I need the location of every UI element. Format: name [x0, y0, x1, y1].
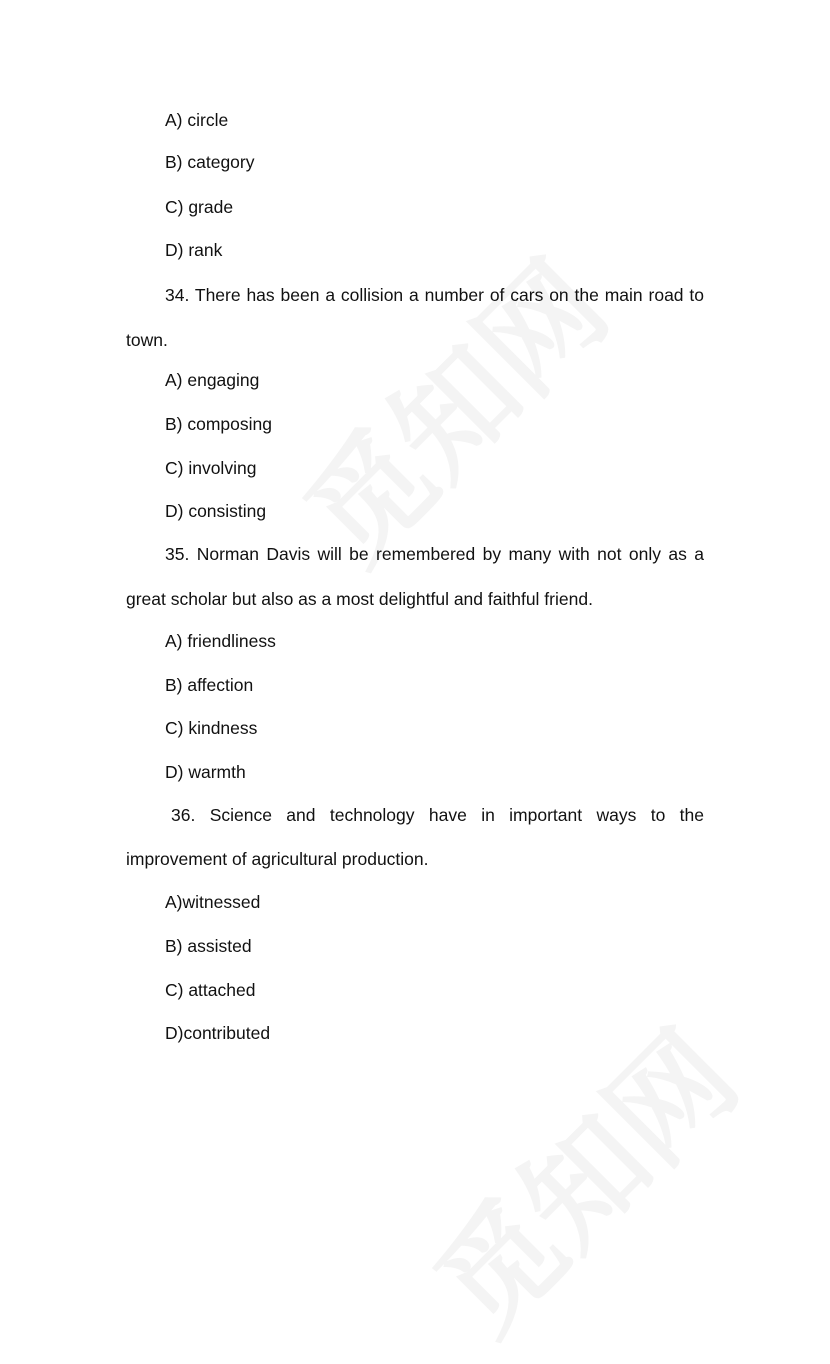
q34-option-c: C) involving	[165, 458, 257, 478]
q34-option-a: A) engaging	[165, 370, 260, 390]
watermark	[262, 218, 638, 594]
q34-stem-line2: town.	[126, 330, 168, 350]
q35-stem-line2: great scholar but also as a most delightful and faithful friend.	[126, 589, 593, 609]
q36-option-d: D)contributed	[165, 1023, 271, 1043]
q33-option-a: A) circle	[165, 110, 229, 130]
q34-option-d: D) consisting	[165, 501, 267, 521]
q34-stem-line1: 34. There has been a collision a number of cars on the main road to	[165, 285, 704, 305]
q36-stem-line2: improvement of agricultural production.	[126, 849, 429, 869]
q33-option-d: D) rank	[165, 240, 223, 260]
q33-option-c: C) grade	[165, 197, 234, 217]
q35-stem-line1: 35. Norman Davis will be remembered by many with not only as a	[165, 544, 704, 564]
q36-option-a: A)witnessed	[165, 892, 261, 912]
q35-option-c: C) kindness	[165, 718, 258, 738]
watermark-bottom	[392, 988, 768, 1364]
q35-option-d: D) warmth	[165, 762, 246, 782]
q35-option-b: B) affection	[165, 675, 254, 695]
q36-stem-line1: 36. Science and technology have in important ways to the	[171, 805, 704, 825]
q33-option-b: B) category	[165, 152, 255, 172]
q35-option-a: A) friendliness	[165, 631, 276, 651]
q34-option-b: B) composing	[165, 414, 272, 434]
q36-option-b: B) assisted	[165, 936, 252, 956]
q36-option-c: C) attached	[165, 980, 256, 1000]
